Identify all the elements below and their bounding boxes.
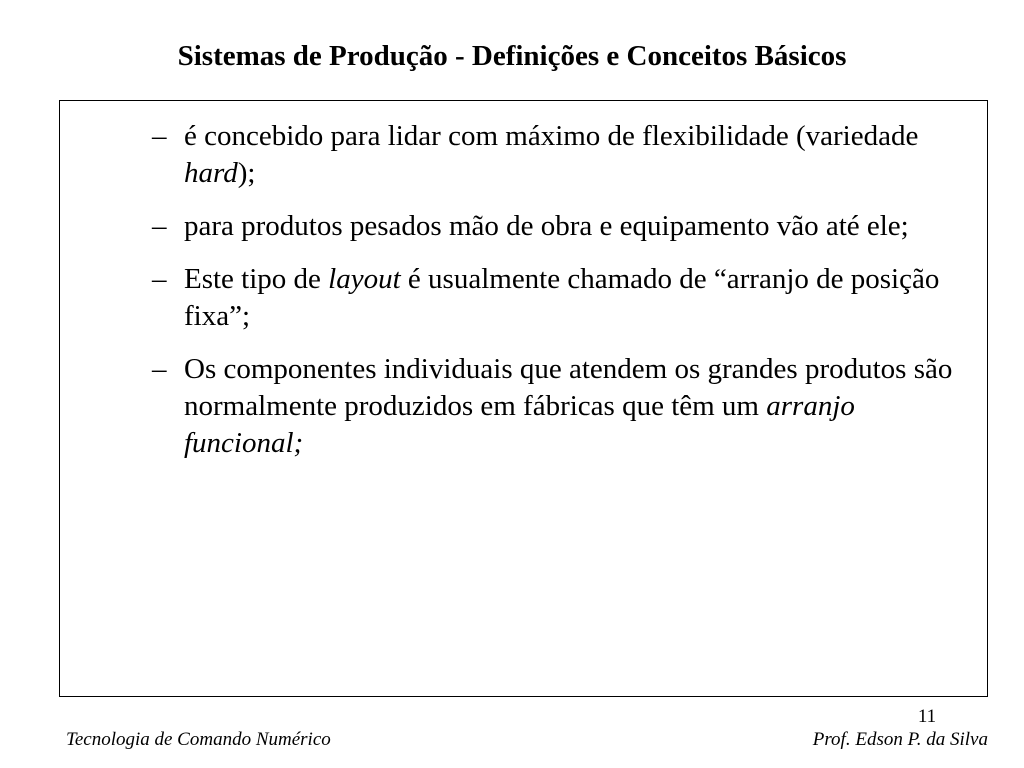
bullet-item-3 bbox=[152, 261, 972, 335]
content-box bbox=[59, 100, 988, 697]
bullet-text-2-part-1: para produtos pesados mão de obra e equipamento vão até ele; bbox=[184, 210, 909, 242]
dash-bullet-icon: – bbox=[152, 120, 167, 152]
bullet-text-1-part-2: ); bbox=[237, 157, 256, 189]
bullet-text-1 bbox=[184, 118, 972, 192]
dash-bullet-icon: – bbox=[152, 210, 167, 242]
footer-course-title: Tecnologia de Comando Numérico bbox=[66, 729, 331, 750]
bullet-text-4-part-1: Os componentes individuais que atendem os grandes produtos são normalmente produzidos em fábricas que têm um bbox=[184, 353, 953, 422]
bullet-text-3 bbox=[184, 261, 972, 335]
bullet-text-4 bbox=[184, 351, 972, 462]
bullet-item-4 bbox=[152, 351, 972, 462]
bullet-item-1 bbox=[152, 118, 972, 192]
bullet-text-3-part-1: Este tipo de bbox=[184, 263, 329, 295]
dash-bullet-icon: – bbox=[152, 353, 167, 385]
dash-bullet-icon: – bbox=[152, 263, 167, 295]
footer-author: Prof. Edson P. da Silva bbox=[812, 729, 988, 750]
bullet-text-1-part-1: é concebido para lidar com máximo de flexibilidade (variedade bbox=[184, 120, 919, 152]
slide-title: Sistemas de Produção - Definições e Conceitos Básicos bbox=[177, 40, 847, 72]
bullet-text-4-emphasis: arranjo funcional; bbox=[184, 390, 855, 459]
page-number: 11 bbox=[917, 706, 937, 727]
bullet-text-3-part-2: é usualmente chamado de “arranjo de posição fixa”; bbox=[184, 263, 940, 332]
bullet-text-1-emphasis: hard bbox=[184, 157, 238, 189]
bullet-list bbox=[152, 118, 972, 478]
bullet-item-2 bbox=[152, 208, 972, 245]
bullet-text-3-emphasis: layout bbox=[328, 263, 401, 295]
bullet-text-2 bbox=[184, 208, 972, 245]
